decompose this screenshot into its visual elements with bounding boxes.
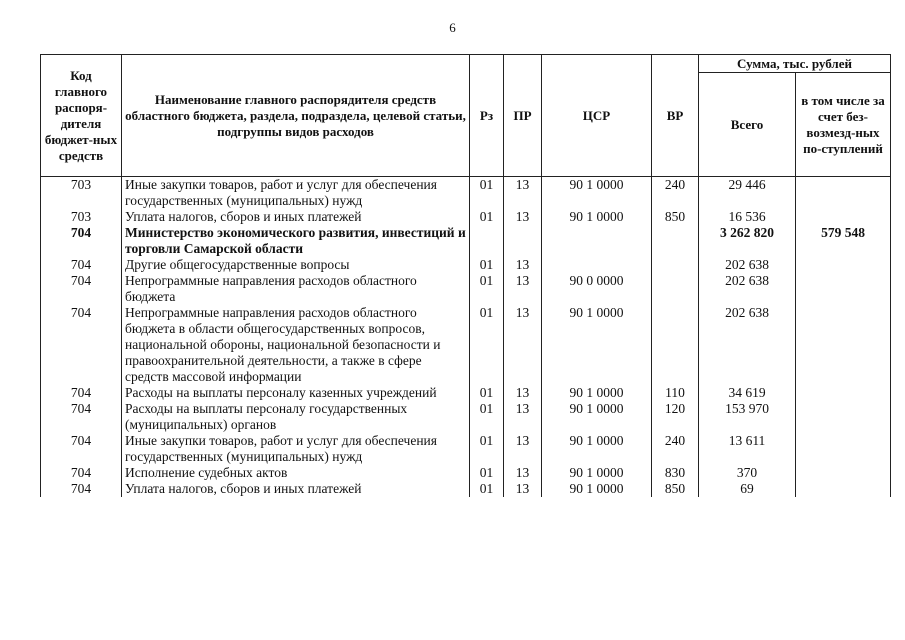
cell-csr: 90 1 0000 <box>542 465 652 481</box>
cell-code: 704 <box>41 257 122 273</box>
table-row <box>41 257 891 273</box>
cell-rz: 01 <box>470 257 504 273</box>
cell-vr <box>652 225 699 257</box>
cell-rz: 01 <box>470 385 504 401</box>
cell-rz: 01 <box>470 305 504 385</box>
table-row <box>41 385 891 401</box>
header-rz: Рз <box>470 55 504 177</box>
cell-csr <box>542 225 652 257</box>
cell-total: 202 638 <box>699 257 796 273</box>
cell-total: 202 638 <box>699 273 796 305</box>
cell-code: 704 <box>41 465 122 481</box>
cell-vr: 850 <box>652 209 699 225</box>
cell-name: Расходы на выплаты персоналу государственных (муниципальных) органов <box>122 401 470 433</box>
cell-pr: 13 <box>504 177 542 210</box>
cell-pr: 13 <box>504 305 542 385</box>
cell-code: 704 <box>41 225 122 257</box>
cell-code: 704 <box>41 305 122 385</box>
cell-total: 153 970 <box>699 401 796 433</box>
cell-csr: 90 1 0000 <box>542 177 652 210</box>
cell-code: 704 <box>41 433 122 465</box>
table-row <box>41 465 891 481</box>
cell-vr: 850 <box>652 481 699 497</box>
cell-csr: 90 1 0000 <box>542 401 652 433</box>
table-row <box>41 433 891 465</box>
cell-vr <box>652 257 699 273</box>
cell-gratuitous <box>796 257 891 273</box>
cell-vr: 830 <box>652 465 699 481</box>
cell-gratuitous <box>796 433 891 465</box>
cell-name: Уплата налогов, сборов и иных платежей <box>122 209 470 225</box>
cell-csr: 90 1 0000 <box>542 433 652 465</box>
header-total: Всего <box>699 73 796 177</box>
cell-rz: 01 <box>470 465 504 481</box>
cell-total: 34 619 <box>699 385 796 401</box>
cell-code: 704 <box>41 385 122 401</box>
cell-rz: 01 <box>470 209 504 225</box>
table-row <box>41 401 891 433</box>
cell-csr <box>542 257 652 273</box>
cell-csr: 90 1 0000 <box>542 209 652 225</box>
table-row <box>41 481 891 497</box>
cell-rz: 01 <box>470 481 504 497</box>
cell-pr: 13 <box>504 209 542 225</box>
cell-total: 370 <box>699 465 796 481</box>
header-sum: Сумма, тыс. рублей <box>699 55 891 73</box>
table-body <box>41 177 891 498</box>
cell-gratuitous <box>796 209 891 225</box>
cell-csr: 90 1 0000 <box>542 385 652 401</box>
cell-gratuitous <box>796 465 891 481</box>
cell-total: 202 638 <box>699 305 796 385</box>
cell-name: Исполнение судебных актов <box>122 465 470 481</box>
cell-name: Расходы на выплаты персоналу казенных учреждений <box>122 385 470 401</box>
cell-code: 704 <box>41 401 122 433</box>
cell-code: 704 <box>41 481 122 497</box>
cell-rz <box>470 225 504 257</box>
cell-total: 69 <box>699 481 796 497</box>
cell-gratuitous <box>796 401 891 433</box>
budget-table <box>40 54 891 497</box>
cell-gratuitous <box>796 385 891 401</box>
cell-pr: 13 <box>504 385 542 401</box>
cell-name: Уплата налогов, сборов и иных платежей <box>122 481 470 497</box>
table-row <box>41 177 891 210</box>
cell-rz: 01 <box>470 177 504 210</box>
cell-name: Министерство экономического развития, инвестиций и торговли Самарской области <box>122 225 470 257</box>
cell-pr: 13 <box>504 257 542 273</box>
cell-gratuitous <box>796 481 891 497</box>
cell-rz: 01 <box>470 433 504 465</box>
cell-gratuitous <box>796 177 891 210</box>
table-row <box>41 305 891 385</box>
header-code: Код главного распоря-дителя бюджет-ных средств <box>41 55 122 177</box>
cell-code: 703 <box>41 177 122 210</box>
cell-vr: 240 <box>652 177 699 210</box>
cell-pr: 13 <box>504 273 542 305</box>
cell-name: Непрограммные направления расходов областного бюджета <box>122 273 470 305</box>
cell-pr: 13 <box>504 481 542 497</box>
cell-vr <box>652 305 699 385</box>
cell-gratuitous <box>796 273 891 305</box>
table-row <box>41 209 891 225</box>
header-pr: ПР <box>504 55 542 177</box>
header-name: Наименование главного распорядителя средств областного бюджета, раздела, подраздела, целевой статьи, подгруппы видов расходов <box>122 55 470 177</box>
cell-vr <box>652 273 699 305</box>
cell-name: Иные закупки товаров, работ и услуг для обеспечения государственных (муниципальных) нужд <box>122 177 470 210</box>
cell-vr: 110 <box>652 385 699 401</box>
cell-name: Другие общегосударственные вопросы <box>122 257 470 273</box>
cell-total: 13 611 <box>699 433 796 465</box>
cell-rz: 01 <box>470 401 504 433</box>
cell-total: 29 446 <box>699 177 796 210</box>
cell-code: 703 <box>41 209 122 225</box>
cell-name: Иные закупки товаров, работ и услуг для обеспечения государственных (муниципальных) нужд <box>122 433 470 465</box>
cell-gratuitous: 579 548 <box>796 225 891 257</box>
cell-code: 704 <box>41 273 122 305</box>
cell-pr <box>504 225 542 257</box>
header-gratuitous: в том числе за счет без-возмезд-ных по-ступлений <box>796 73 891 177</box>
cell-vr: 120 <box>652 401 699 433</box>
cell-vr: 240 <box>652 433 699 465</box>
table-row <box>41 225 891 257</box>
cell-total: 16 536 <box>699 209 796 225</box>
header-vr: ВР <box>652 55 699 177</box>
cell-csr: 90 0 0000 <box>542 273 652 305</box>
table-header <box>41 55 891 177</box>
cell-csr: 90 1 0000 <box>542 305 652 385</box>
cell-rz: 01 <box>470 273 504 305</box>
cell-gratuitous <box>796 305 891 385</box>
table-row <box>41 273 891 305</box>
cell-total: 3 262 820 <box>699 225 796 257</box>
page-number: 6 <box>449 20 456 35</box>
cell-name: Непрограммные направления расходов областного бюджета в области общегосударственных вопросов, национальной обороны, национальной безопасности и правоохранительной деятельности, а также в сфере средств массовой информации <box>122 305 470 385</box>
cell-csr: 90 1 0000 <box>542 481 652 497</box>
cell-pr: 13 <box>504 465 542 481</box>
cell-pr: 13 <box>504 433 542 465</box>
header-csr: ЦСР <box>542 55 652 177</box>
cell-pr: 13 <box>504 401 542 433</box>
